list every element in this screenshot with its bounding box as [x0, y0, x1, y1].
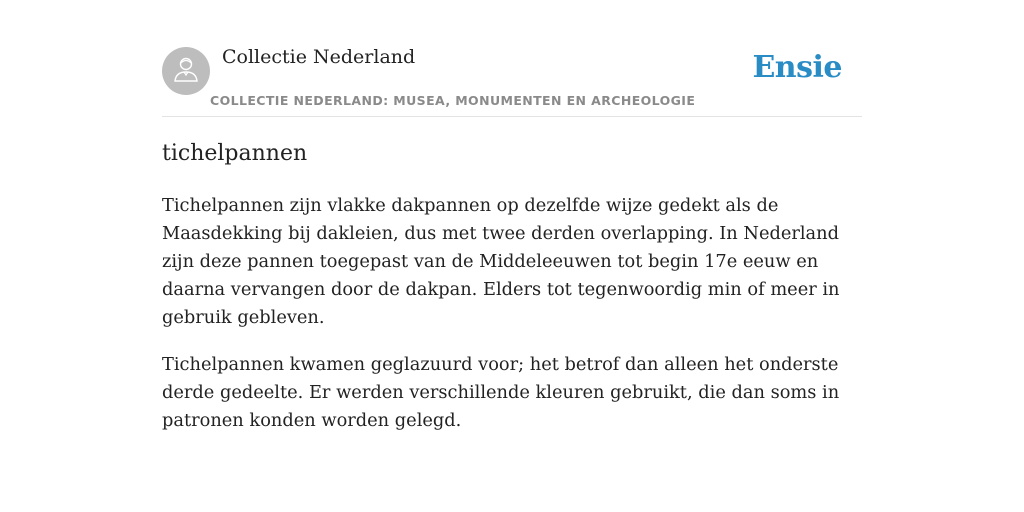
user-icon	[171, 54, 201, 88]
source-label[interactable]: COLLECTIE NEDERLAND: MUSEA, MONUMENTEN EN ARCHEOLOGIE	[210, 93, 696, 108]
author-name[interactable]: Collectie Nederland	[222, 46, 416, 68]
header	[162, 0, 862, 117]
entry-paragraph: Tichelpannen zijn vlakke dakpannen op dezelfde wijze gedekt als de Maasdekking bij dakleien, dus met twee derden overlapping. In Nederland zijn deze pannen toegepast van de Middeleeuwen tot begin 17e eeuw en daarna vervangen door de dakpan. Elders tot tegenwoordig min of meer in gebruik gebleven.	[162, 195, 840, 328]
entry-body	[162, 192, 862, 454]
avatar[interactable]	[162, 47, 210, 95]
brand-logo[interactable]: Ensie	[752, 50, 842, 85]
entry-title: tichelpannen	[162, 141, 308, 166]
page	[162, 0, 862, 431]
entry-paragraph: Tichelpannen kwamen geglazuurd voor; het betrof dan alleen het onderste derde gedeelte. Er werden verschillende kleuren gebruikt, die dan soms in patronen konden worden gelegd.	[162, 354, 840, 431]
